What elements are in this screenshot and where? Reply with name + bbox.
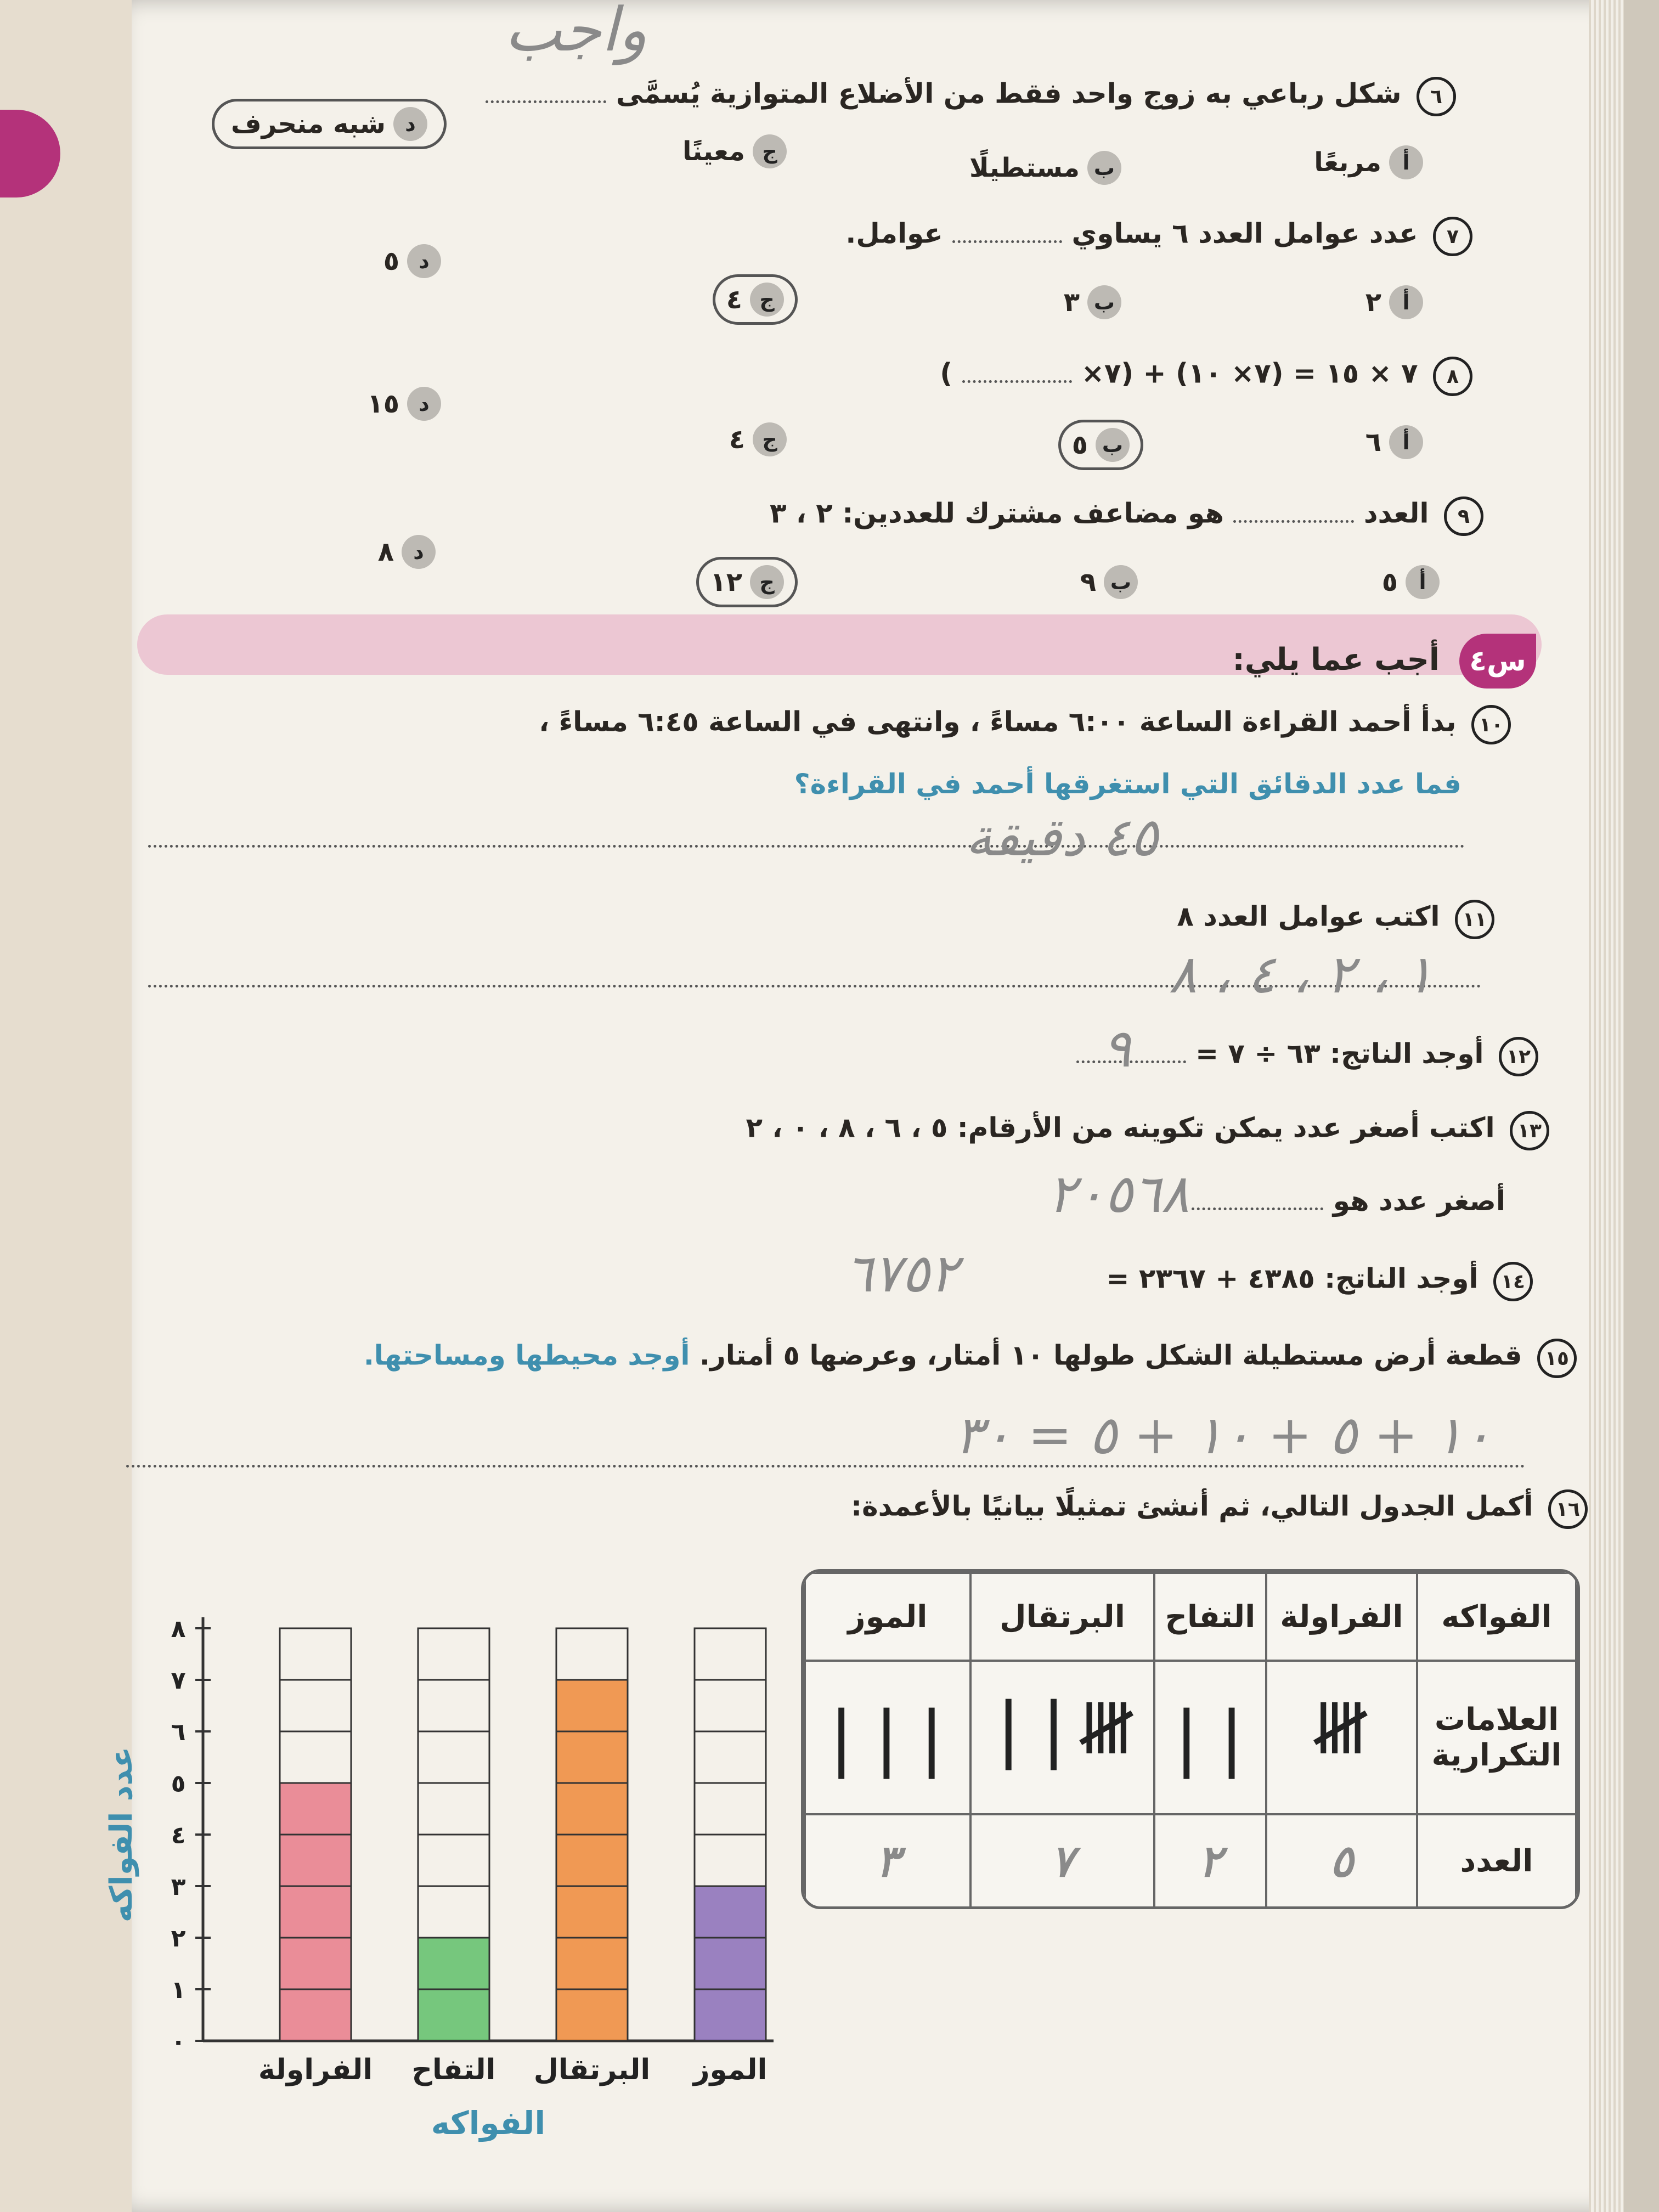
question-11-text: اكتب عوامل العدد ٨ (1177, 900, 1440, 933)
q7-option-a[interactable] (1365, 285, 1423, 319)
bar (280, 1783, 351, 2041)
question-6 (486, 77, 1456, 116)
question-14-number: ١٤ (1493, 1262, 1533, 1301)
bar (695, 1886, 766, 2041)
page-stack-edge (1589, 0, 1624, 2212)
question-6-blank[interactable] (486, 100, 606, 103)
option-text: ٤ (729, 424, 745, 455)
q7-option-d[interactable] (383, 244, 441, 278)
q7-option-c[interactable] (713, 274, 798, 325)
y-tick-label: ١ (171, 1976, 186, 2004)
q8-option-c[interactable] (729, 422, 787, 456)
question-11 (1177, 900, 1494, 939)
question-11-number: ١١ (1455, 900, 1494, 939)
question-12 (1076, 1037, 1538, 1076)
y-axis-label: عدد الفواكه (104, 1746, 139, 1923)
question-10-answer: ٤٥ دقيقة (966, 806, 1159, 868)
section-title: أجب عما يلي: (1232, 642, 1440, 678)
option-letter: ج (753, 134, 787, 168)
question-13-label: أصغر عدد هو (1333, 1185, 1505, 1217)
question-7-tail: عوامل. (845, 217, 943, 250)
table-header-fruit: الموز (805, 1573, 970, 1661)
tally-label-line-1: العلامات (1434, 1702, 1559, 1737)
x-axis-label: الفواكه (431, 2104, 546, 2142)
question-8-blank[interactable] (962, 380, 1072, 383)
question-9-text: العدد (1363, 497, 1429, 529)
question-9-blank[interactable] (1233, 520, 1354, 523)
question-16 (851, 1489, 1588, 1529)
question-13-text: اكتب أصغر عدد يمكن تكوينه من الأرقام: ٥ ، ٦ ، ٨ ، ٠ ، ٢ (746, 1111, 1495, 1144)
frequency-table (801, 1569, 1580, 1909)
option-letter: أ (1406, 565, 1440, 599)
question-8-number: ٨ (1433, 357, 1472, 396)
y-tick-label: ٤ (171, 1821, 186, 1849)
y-tick-label: ٢ (171, 1925, 186, 1953)
table-row-label-tally (1417, 1661, 1576, 1814)
question-14-text: أوجد الناتج: ٤٣٨٥ + ٢٣٦٧ = (1106, 1262, 1479, 1295)
option-text: ٦ (1365, 427, 1381, 458)
question-7-text: عدد عوامل العدد ٦ يساوي (1071, 217, 1418, 250)
option-letter: ب (1087, 151, 1121, 185)
bar-grid-cell (695, 1835, 766, 1886)
count-cell[interactable]: ٥ (1266, 1814, 1417, 1908)
question-6-number: ٦ (1417, 77, 1456, 116)
bar-grid-cell (280, 1731, 351, 1783)
option-text: مربعًا (1314, 147, 1381, 178)
question-7-blank[interactable] (952, 240, 1062, 243)
option-letter: ج (750, 565, 784, 599)
table-header-fruits: الفواكه (1417, 1573, 1576, 1661)
section-badge: س٤ (1459, 634, 1536, 689)
question-13-blank[interactable] (1192, 1207, 1323, 1210)
option-text: ١٢ (710, 567, 742, 597)
option-letter: ب (1104, 565, 1138, 599)
option-text: ٩ (1080, 567, 1096, 597)
option-text: ٢ (1365, 287, 1381, 318)
option-text: شبه منحرف (230, 109, 386, 139)
tally-cell[interactable]: ||| (805, 1661, 970, 1814)
option-letter: ب (1096, 428, 1130, 462)
question-10-number: ١٠ (1471, 705, 1511, 744)
question-11-answer: ١ ، ٢ ، ٤ ، ٨ (1169, 944, 1434, 1005)
q6-option-d[interactable] (212, 99, 447, 149)
option-text: ٣ (1063, 287, 1080, 318)
question-12-number: ١٢ (1499, 1037, 1538, 1076)
question-16-text: أكمل الجدول التالي، ثم أنشئ تمثيلًا بيانيًا بالأعمدة: (851, 1490, 1533, 1522)
bar-grid-cell (418, 1680, 489, 1731)
question-10 (539, 705, 1511, 744)
option-letter: د (402, 535, 436, 569)
question-9-number: ٩ (1444, 496, 1483, 536)
question-15-prompt: أوجد محيطها ومساحتها. (363, 1339, 690, 1372)
question-15-number: ١٥ (1537, 1339, 1577, 1378)
y-tick-label: ٠ (171, 2028, 186, 2056)
bar-grid-cell (695, 1783, 766, 1835)
bar-grid-cell (418, 1835, 489, 1886)
question-15-text: قطعة أرض مستطيلة الشكل طولها ١٠ أمتار، وعرضها ٥ أمتار. (699, 1339, 1522, 1372)
bar-grid-cell (556, 1628, 628, 1680)
table-row-label-count: العدد (1417, 1814, 1576, 1908)
bar (556, 1680, 628, 2041)
x-tick-label: البرتقال (533, 2053, 651, 2086)
q8-option-a[interactable] (1365, 425, 1423, 459)
option-text: ٨ (377, 537, 394, 567)
question-8-tail: ) (940, 357, 953, 390)
question-10-prompt: فما عدد الدقائق التي استغرقها أحمد في القراءة؟ (794, 768, 1462, 800)
option-letter: د (407, 387, 441, 421)
option-text: ٥ (1071, 430, 1088, 460)
question-14-answer: ٦٧٥٢ (845, 1243, 958, 1304)
option-text: ٥ (1381, 567, 1398, 597)
option-letter: أ (1389, 145, 1423, 179)
bar-grid-cell (418, 1783, 489, 1835)
q6-option-c[interactable] (682, 134, 787, 168)
question-13-label-row (1192, 1185, 1505, 1217)
q7-option-b[interactable] (1064, 285, 1121, 319)
y-tick-label: ٣ (171, 1873, 186, 1901)
q9-option-a[interactable] (1382, 565, 1440, 599)
bar-grid-cell (418, 1886, 489, 1938)
question-12-text: أوجد الناتج: ٦٣ ÷ ٧ = (1195, 1037, 1484, 1070)
bar-chart (99, 1558, 790, 2151)
tally-cell[interactable]: 𝍸 (1266, 1661, 1417, 1814)
option-letter: أ (1389, 285, 1423, 319)
question-15-answer: ١٠ + ٥ + ١٠ + ٥ = ٣٠ (955, 1404, 1492, 1466)
bar-grid-cell (695, 1731, 766, 1783)
bar-grid-cell (418, 1731, 489, 1783)
question-7 (845, 217, 1472, 256)
x-tick-label: الموز (693, 2053, 768, 2086)
q6-option-a[interactable] (1314, 145, 1423, 179)
handwritten-header: واجب (505, 0, 647, 65)
tally-label-line-2: التكرارية (1431, 1737, 1562, 1773)
option-text: ١٥ (367, 388, 399, 419)
option-letter: ج (753, 422, 787, 456)
option-text: ٥ (383, 246, 399, 276)
question-13 (746, 1111, 1549, 1150)
count-cell[interactable]: ٧ (970, 1814, 1154, 1908)
tally-cell[interactable]: 𝍸|| (970, 1661, 1154, 1814)
q8-option-d[interactable] (367, 387, 441, 421)
q8-option-b[interactable] (1058, 420, 1143, 470)
count-cell[interactable]: ٢ (1154, 1814, 1266, 1908)
q6-option-b[interactable] (969, 151, 1121, 185)
q9-option-d[interactable] (378, 535, 436, 569)
option-letter: ج (750, 283, 784, 317)
table-header-fruit: التفاح (1154, 1573, 1266, 1661)
bar-grid-cell (418, 1628, 489, 1680)
question-6-text: شكل رباعي به زوج واحد فقط من الأضلاع المتوازية يُسمَّى (616, 77, 1402, 110)
bar-grid-cell (280, 1628, 351, 1680)
question-10-answer-line[interactable] (148, 845, 1465, 848)
question-7-number: ٧ (1433, 217, 1472, 256)
y-tick-label: ٨ (171, 1615, 186, 1643)
question-13-answer: ٢٠٥٦٨ (1048, 1163, 1189, 1224)
question-8 (940, 357, 1472, 396)
y-tick-label: ٥ (171, 1770, 186, 1798)
tally-cell[interactable]: || (1154, 1661, 1266, 1814)
question-16-number: ١٦ (1548, 1489, 1588, 1529)
bar-grid-cell (280, 1680, 351, 1731)
q9-option-c[interactable] (696, 557, 798, 607)
option-text: ٤ (726, 284, 742, 315)
table-header-fruit: الفراولة (1266, 1573, 1417, 1661)
q9-option-b[interactable] (1080, 565, 1138, 599)
question-9 (770, 496, 1483, 536)
question-13-number: ١٣ (1510, 1111, 1549, 1150)
table-header-fruit: البرتقال (970, 1573, 1154, 1661)
option-text: مستطيلًا (969, 153, 1080, 183)
bar-grid-cell (695, 1680, 766, 1731)
bar-grid-cell (695, 1628, 766, 1680)
y-tick-label: ٧ (171, 1667, 186, 1695)
option-letter: ب (1087, 285, 1121, 319)
question-15 (364, 1339, 1577, 1378)
option-text: معينًا (682, 136, 745, 167)
x-tick-label: الفراولة (258, 2053, 373, 2086)
question-9-tail: هو مضاعف مشترك للعددين: ٢ ، ٣ (769, 497, 1224, 529)
option-letter: د (393, 107, 427, 141)
question-14 (1107, 1262, 1533, 1301)
question-12-answer: ٩ (1103, 1018, 1131, 1079)
x-tick-label: التفاح (411, 2053, 496, 2086)
question-8-text: ٧ × ١٥ = (٧× ١٠) + (٧× (1081, 357, 1418, 390)
option-letter: أ (1389, 425, 1423, 459)
option-letter: د (407, 244, 441, 278)
y-tick-label: ٦ (171, 1718, 186, 1746)
question-10-text: بدأ أحمد القراءة الساعة ٦:٠٠ مساءً ، وانتهى في الساعة ٦:٤٥ مساءً ، (539, 706, 1457, 738)
count-cell[interactable]: ٣ (805, 1814, 970, 1908)
